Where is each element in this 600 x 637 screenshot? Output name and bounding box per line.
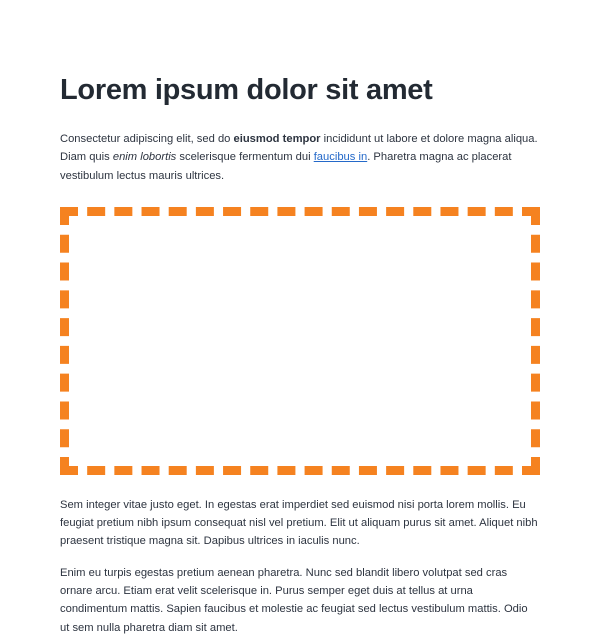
intro-text-part-3: scelerisque fermentum dui <box>176 151 314 164</box>
intro-text-part-1: Consectetur adipiscing elit, sed do <box>60 133 234 146</box>
body-paragraph-1: Sem integer vitae justo eget. In egestas erat imperdiet sed euismod nisi porta lorem mollis. Eu feugiat pretium nibh ipsum consequat nisl vel pretium. Elit ut aliquam purus sit amet. Aliquet nibh praesent tristique magna sit. Dapibus ultrices in iaculis nunc. <box>60 498 538 547</box>
intro-italic-phrase: enim lobortis <box>112 151 177 164</box>
faucibus-link[interactable]: faucibus in <box>313 151 368 164</box>
body-paragraph-2: Enim eu turpis egestas pretium aenean pharetra. Nunc sed blandit libero volutpat sed cras ornare arcu. Etiam erat velit scelerisque in. Purus semper eget duis at tellus at urna condimentum mattis. Sapien faucibus et molestie ac feugiat sed lectus vestibulum mattis. Odio ut sem nulla pharetra diam sit amet. <box>60 567 528 634</box>
intro-paragraph <box>60 130 540 184</box>
dashed-placeholder-region[interactable] <box>60 207 540 475</box>
intro-bold-phrase: eiusmod tempor <box>233 133 321 146</box>
intro-text-part-4: . Pharetra magna ac placerat vestibulum lectus mauris ultrices. <box>60 151 512 182</box>
body-text-block <box>60 496 540 637</box>
page-title: Lorem ipsum dolor sit amet <box>60 74 433 106</box>
intro-text-part-2: incididunt ut labore et dolore magna aliqua. Diam quis <box>60 133 538 164</box>
